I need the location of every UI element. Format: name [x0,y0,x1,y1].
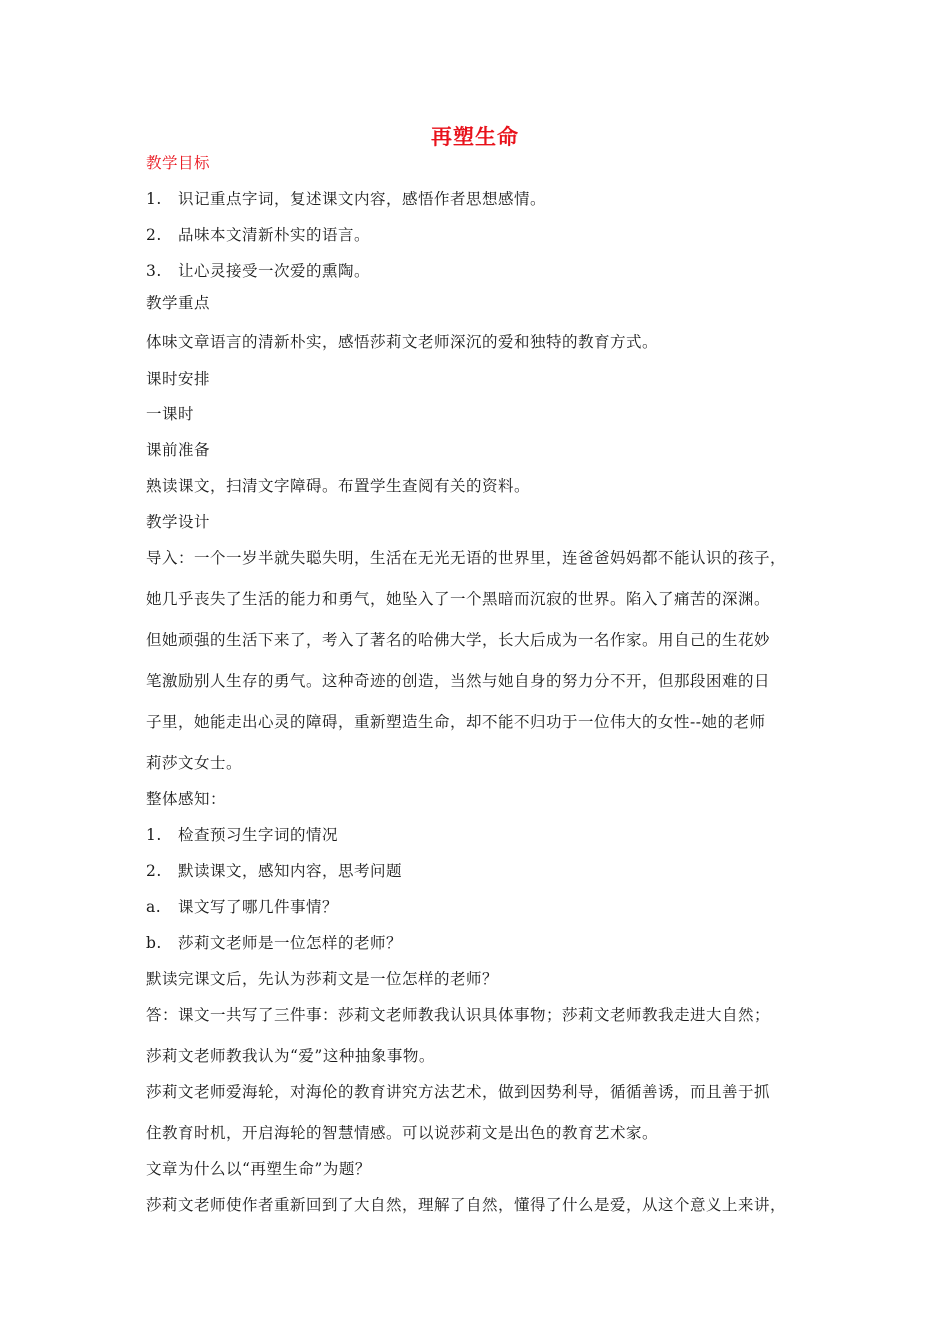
item-text: 课文写了哪几件事情？ [178,898,339,916]
page-title: 再塑生命 [431,125,519,149]
objective-item [146,188,546,210]
item-text: 让心灵接受一次爱的熏陶。 [178,262,371,280]
perception-heading: 整体感知： [146,790,227,808]
answer-line: 答：课文一共写了三件事：莎莉文老师教我认识具体事物；莎莉文老师教我走进大自然； [146,1006,771,1024]
teacher-line: 住教育时机，开启海轮的智慧情感。可以说莎莉文是出色的教育艺术家。 [146,1124,659,1142]
item-text: 识记重点字词，复述课文内容，感悟作者思想感情。 [178,190,547,208]
question-title-line: 文章为什么以“再塑生命”为题？ [146,1160,371,1178]
item-number: 3. [146,262,162,280]
key-points-text: 体味文章语言的清新朴实，感悟莎莉文老师深沉的爱和独特的教育方式。 [146,333,659,351]
intro-line: 笔激励别人生存的勇气。这种奇迹的创造，当然与她自身的努力分不开，但那段困难的日 [146,672,771,690]
schedule-heading: 课时安排 [146,370,211,388]
intro-line: 但她顽强的生活下来了，考入了著名的哈佛大学，长大后成为一名作家。用自己的生花妙 [146,631,771,649]
item-number: 1. [146,190,162,208]
item-text: 检查预习生字词的情况 [178,826,339,844]
objective-item [146,224,370,246]
step-item [146,860,402,882]
item-number: a. [146,898,162,916]
item-text: 默读课文，感知内容，思考问题 [178,862,403,880]
body-line: 莎莉文老师使作者重新回到了大自然，理解了自然，懂得了什么是爱，从这个意义上来讲， [146,1196,787,1214]
design-heading: 教学设计 [146,513,211,531]
key-points-heading: 教学重点 [146,294,211,312]
prep-text: 熟读课文，扫清文字障碍。布置学生查阅有关的资料。 [146,477,531,495]
question-item [146,932,402,954]
step-item [146,824,338,846]
item-text: 莎莉文老师是一位怎样的老师？ [178,934,403,952]
item-number: b. [146,934,162,952]
item-number: 2. [146,862,162,880]
objective-item [146,260,370,282]
body-line: 默读完课文后，先认为莎莉文是一位怎样的老师？ [146,970,499,988]
intro-line: 莉莎文女士。 [146,754,243,772]
item-number: 2. [146,226,162,244]
intro-line: 她几乎丧失了生活的能力和勇气，她坠入了一个黑暗而沉寂的世界。陷入了痛苦的深渊。 [146,590,771,608]
item-text: 品味本文清新朴实的语言。 [178,226,371,244]
question-item [146,896,338,918]
intro-line: 导入：一个一岁半就失聪失明，生活在无光无语的世界里，连爸爸妈妈都不能认识的孩子， [146,549,787,567]
schedule-text: 一课时 [146,405,195,423]
teacher-line: 莎莉文老师爱海轮，对海伦的教育讲究方法艺术，做到因势利导，循循善诱，而且善于抓 [146,1083,771,1101]
intro-line: 子里，她能走出心灵的障碍，重新塑造生命，却不能不归功于一位伟大的女性--她的老师 [146,713,766,731]
item-number: 1. [146,826,162,844]
answer-line: 莎莉文老师教我认为“爱”这种抽象事物。 [146,1047,435,1065]
objectives-heading: 教学目标 [146,154,211,172]
prep-heading: 课前准备 [146,441,211,459]
